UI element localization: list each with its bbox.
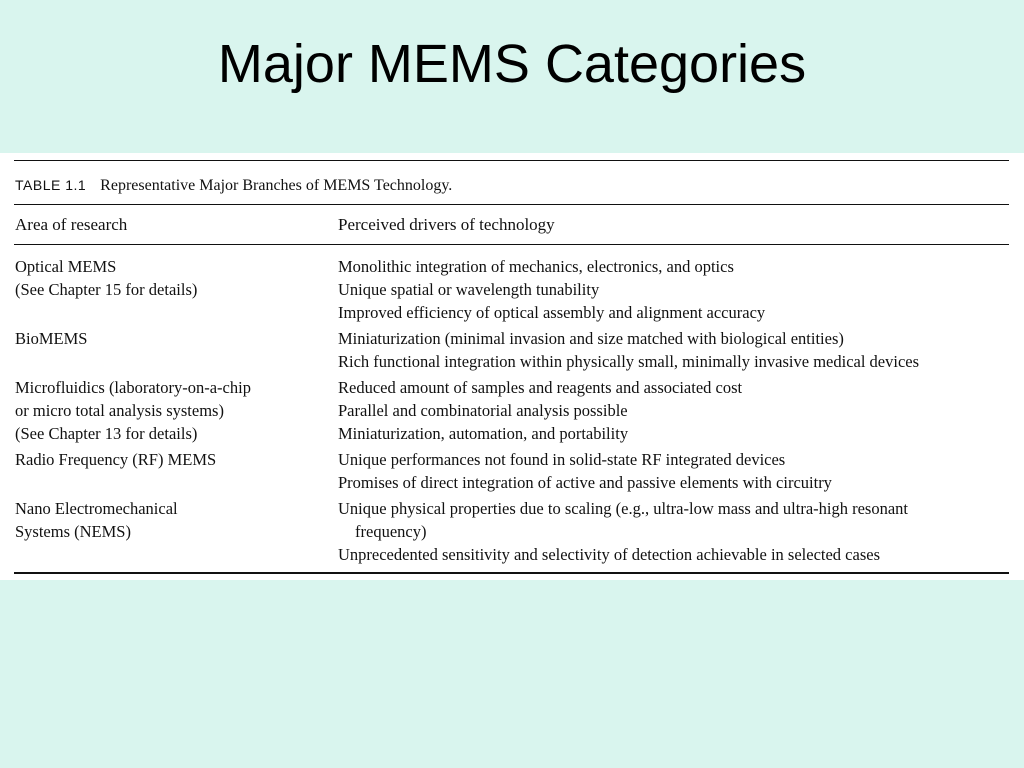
table-row-drivers: [338, 497, 1018, 566]
header-drivers: Perceived drivers of technology: [338, 215, 555, 234]
table-row-drivers: [338, 448, 1018, 494]
table-caption: [15, 175, 452, 196]
driver-line: Unique physical properties due to scaling (e.g., ultra-low mass and ultra-high resonant: [338, 499, 909, 518]
driver-line: Unique performances not found in solid-state RF integrated devices: [338, 450, 786, 469]
area-line: or micro total analysis systems): [15, 401, 224, 420]
bottom-rule: [14, 572, 1009, 574]
table-caption-text: Representative Major Branches of MEMS Technology.: [100, 177, 453, 194]
caption-rule: [14, 204, 1009, 205]
top-rule: [14, 160, 1009, 161]
table-row-area: [15, 327, 325, 350]
driver-line: Unprecedented sensitivity and selectivity of detection achievable in selected cases: [338, 545, 880, 564]
area-line: Radio Frequency (RF) MEMS: [15, 450, 217, 469]
driver-line: Monolithic integration of mechanics, electronics, and optics: [338, 257, 734, 276]
driver-line: Unique spatial or wavelength tunability: [338, 280, 600, 299]
area-line: Systems (NEMS): [15, 522, 131, 541]
area-line: BioMEMS: [15, 329, 88, 348]
driver-line: Rich functional integration within physically small, minimally invasive medical devices: [338, 352, 920, 371]
area-line: Microfluidics (laboratory-on-a-chip: [15, 378, 251, 397]
driver-line: Reduced amount of samples and reagents and associated cost: [338, 378, 743, 397]
area-line: (See Chapter 15 for details): [15, 280, 198, 299]
table-row-drivers: [338, 376, 1018, 445]
driver-line: Miniaturization, automation, and portability: [338, 424, 629, 443]
table-row-drivers: [338, 255, 1018, 324]
table-image: [0, 153, 1024, 580]
area-line: Nano Electromechanical: [15, 499, 178, 518]
table-row-drivers: [338, 327, 1018, 373]
area-line: Optical MEMS: [15, 257, 117, 276]
driver-line: frequency): [355, 522, 427, 541]
slide-title: Major MEMS Categories: [217, 34, 807, 94]
header-rule: [14, 244, 1009, 245]
driver-line: Miniaturization (minimal invasion and size matched with biological entities): [338, 329, 844, 348]
header-area: Area of research: [15, 215, 128, 234]
area-line: (See Chapter 13 for details): [15, 424, 198, 443]
table-row-area: [15, 255, 325, 301]
driver-line: Improved efficiency of optical assembly and alignment accuracy: [338, 303, 766, 322]
table-number: TABLE 1.1: [15, 177, 87, 193]
driver-line: Parallel and combinatorial analysis possible: [338, 401, 628, 420]
driver-line: Promises of direct integration of active and passive elements with circuitry: [338, 473, 832, 492]
table-row-area: [15, 448, 325, 471]
table-row-area: [15, 376, 325, 445]
table-row-area: [15, 497, 325, 543]
